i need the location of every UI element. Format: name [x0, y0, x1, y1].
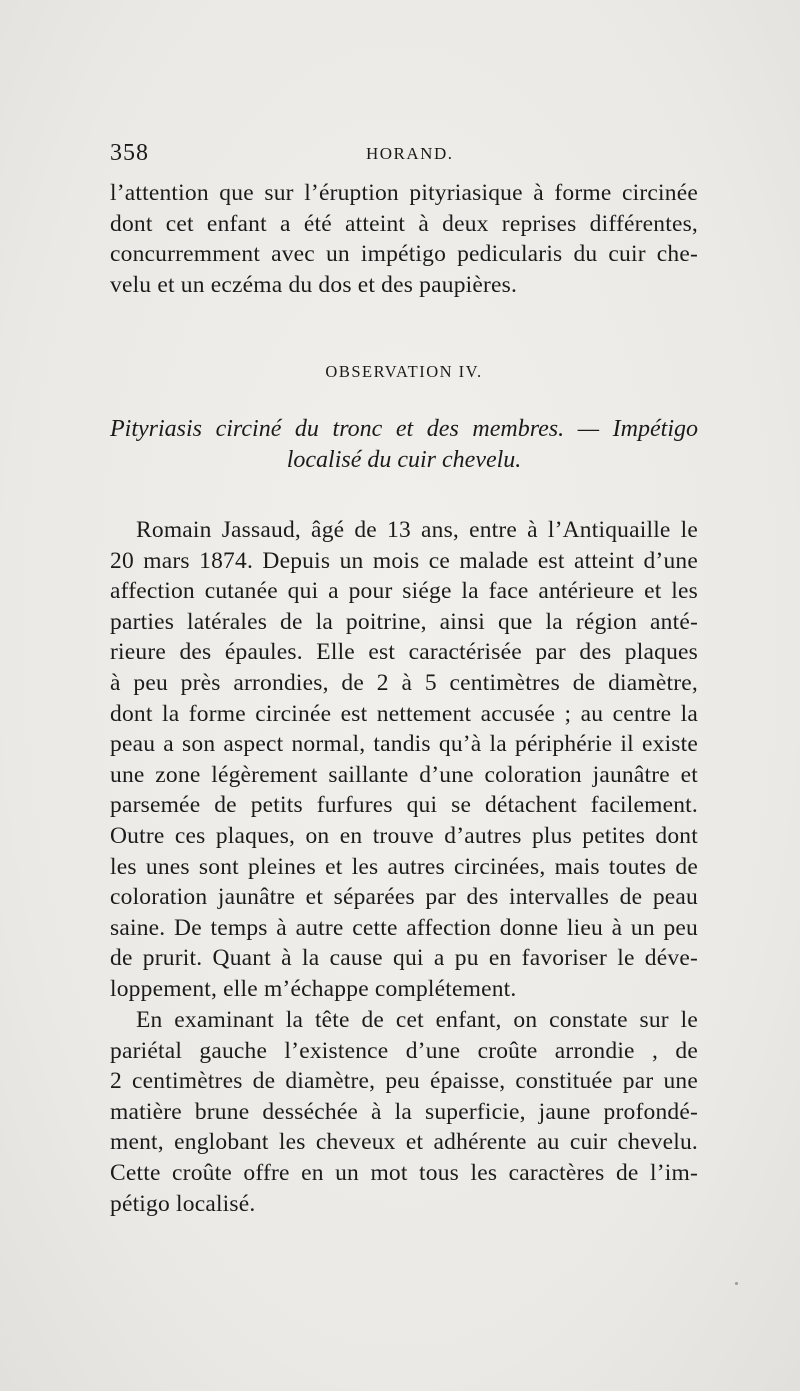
text-line: En examinant la tête de cet enfant, on constate sur le — [136, 1007, 698, 1033]
observation-title-line: Pityriasis circiné du tronc et des membres. — Impétigo — [110, 416, 698, 442]
text-line: matière brune desséchée à la superficie, jaune profondé- — [110, 1098, 698, 1125]
text-line: velu et un eczéma du dos et des paupières. — [110, 271, 518, 298]
text-line: rieure des épaules. Elle est caractérisée par des plaques — [110, 639, 698, 666]
text-line: pétigo localisé. — [110, 1190, 256, 1217]
text-line: saine. De temps à autre cette affection donne lieu à un peu — [110, 914, 698, 941]
text-line: à peu près arrondies, de 2 à 5 centimètres de diamètre, — [110, 669, 698, 696]
text-line: affection cutanée qui a pour siége la face antérieure et les — [110, 578, 698, 605]
text-line: dont la forme circinée est nettement accusée ; au centre la — [110, 700, 698, 727]
text-line: Outre ces plaques, on en trouve d’autres plus petites dont — [110, 822, 698, 849]
text-line: pariétal gauche l’existence d’une croûte arrondie , de — [110, 1037, 698, 1064]
observation-heading: OBSERVATION IV. — [325, 362, 483, 381]
text-line: les unes sont pleines et les autres circinées, mais toutes de — [110, 853, 698, 880]
paper-speck — [735, 1282, 738, 1285]
paragraph-head-examination — [110, 1005, 698, 1219]
text-line: l’attention que sur l’éruption pityriasique à forme circinée — [110, 180, 698, 206]
text-line: coloration jaunâtre et séparées par des intervalles de peau — [110, 884, 698, 911]
observation-title — [110, 414, 698, 476]
text-line: de prurit. Quant à la cause qui a pu en favoriser le déve- — [110, 945, 698, 972]
text-line: Cette croûte offre en un mot tous les caractères de l’im- — [110, 1159, 698, 1186]
text-line: ment, englobant les cheveux et adhérente au cuir chevelu. — [110, 1129, 698, 1156]
text-line: 2 centimètres de diamètre, peu épaisse, constituée par une — [110, 1068, 698, 1095]
observation-title-line: localisé du cuir chevelu. — [286, 447, 522, 473]
text-line: concurremment avec un impétigo pedicularis du cuir che- — [110, 241, 698, 268]
paragraph-case-description — [110, 515, 698, 1005]
text-line: peau a son aspect normal, tandis qu’à la périphérie il existe — [110, 731, 698, 758]
text-line: parties latérales de la poitrine, ainsi que la région anté- — [110, 608, 698, 635]
running-head: HORAND. — [366, 144, 454, 163]
text-line: dont cet enfant a été atteint à deux reprises différentes, — [110, 210, 698, 237]
text-line: parsemée de petits furfures qui se détachent facilement. — [110, 792, 698, 819]
text-line: une zone légèrement saillante d’une coloration jaunâtre et — [110, 761, 698, 788]
text-line: Romain Jassaud, âgé de 13 ans, entre à l’Antiquaille le — [136, 517, 698, 543]
text-line: 20 mars 1874. Depuis un mois ce malade est atteint d’une — [110, 547, 698, 574]
paragraph-continuation — [110, 178, 698, 300]
text-line: loppement, elle m’échappe complétement. — [110, 975, 517, 1002]
page-number: 358 — [110, 140, 149, 166]
page-header — [110, 140, 698, 170]
